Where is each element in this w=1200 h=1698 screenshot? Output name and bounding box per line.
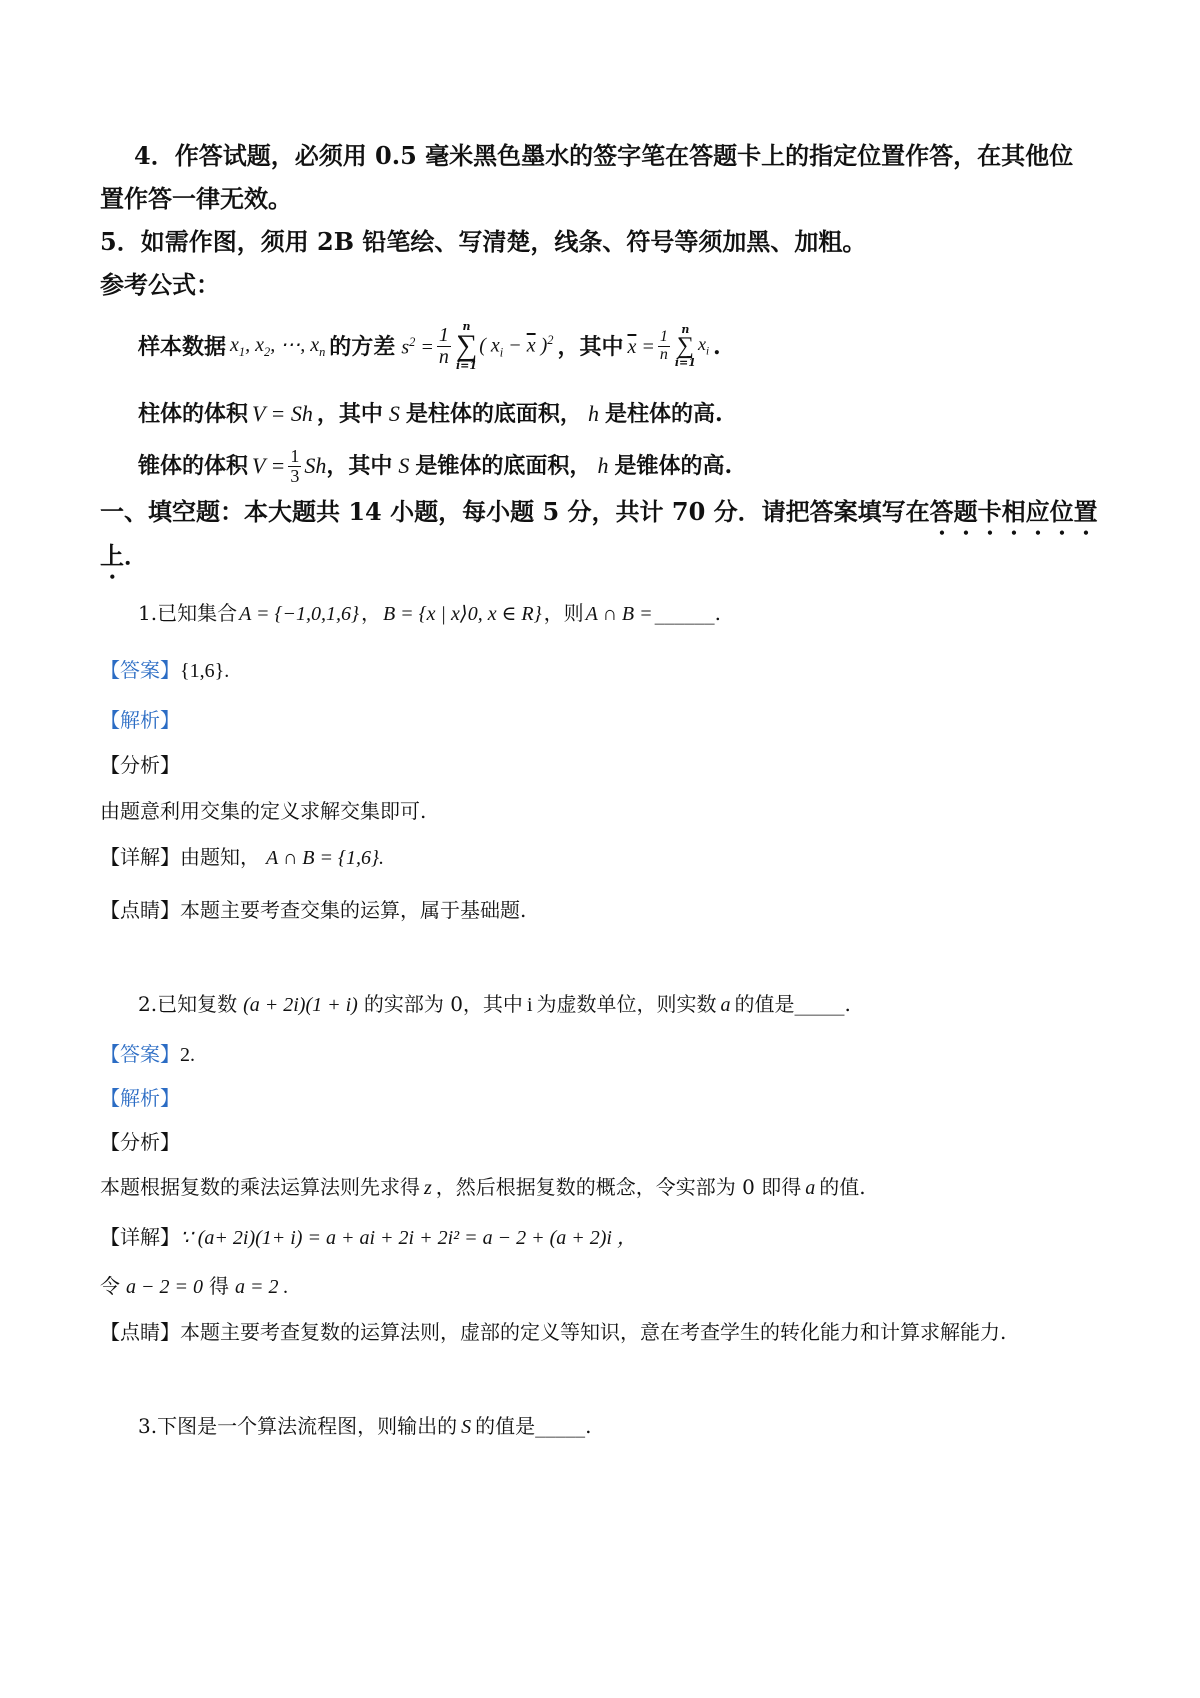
section-heading-line-1: [100, 497, 1098, 540]
cylinder-text3: 是柱体的高.: [604, 401, 723, 427]
section-heading-emphasis-2: 上: [100, 541, 124, 570]
variance-formula: [138, 322, 721, 371]
mean-sum-icon: n ∑ i=1: [674, 322, 696, 370]
section-heading-text: 一、填空题：本大题共 14 小题，每小题 5 分，共计 70 分．请把答案填写在: [100, 497, 930, 526]
cylinder-s-sym: S: [388, 401, 400, 426]
mean-body: $x_i$: [697, 334, 710, 358]
cylinder-text2: 是柱体的底面积，: [405, 401, 582, 427]
q2-detail-label: 【详解】: [100, 1225, 180, 1249]
q1-set-a: A = {−1,0,1,6}: [239, 603, 359, 625]
q2-analysis-label: 【解析】: [100, 1086, 180, 1110]
q2-fenxi: [100, 1177, 866, 1198]
variance-prefix: 样本数据: [138, 333, 227, 360]
q1-fenxi-text: 由题意利用交集的定义求解交集即可.: [100, 799, 427, 823]
q1-answer: [100, 660, 229, 681]
notice-item-4-line-2: 置作答一律无效。: [100, 184, 292, 213]
cone-frac: $\frac{1}{3}$: [290, 446, 300, 486]
q1-fenxi-label: 【分析】: [100, 753, 180, 777]
cylinder-formula: [138, 403, 723, 425]
q2-ling-prefix: 令: [100, 1274, 120, 1298]
variance-frac: $\frac{1}{n}$: [438, 324, 449, 369]
mean-frac: $\frac{1}{n}$: [659, 328, 668, 364]
q2-detail-expr: ∵ (a+ 2i)(1+ i) = a + ai + 2i + 2i² = a − 2 + (a + 2)i ，: [180, 1227, 637, 1249]
q1-dianjing-label: 【点睛】: [100, 898, 180, 922]
q2-z-sym: z: [424, 1177, 432, 1199]
q2-answer-label: 【答案】: [100, 1042, 180, 1066]
q3-stem-prefix: 3.下图是一个算法流程图，则输出的: [138, 1414, 458, 1438]
q3-stem-end: 的值是: [475, 1414, 536, 1438]
q2-stem-mid2: 为虚数单位，则实数: [536, 992, 717, 1016]
q1-detail: [100, 847, 384, 868]
q2-stem-prefix: 2.已知复数: [138, 992, 238, 1016]
q2-i-sym: i: [526, 994, 533, 1016]
cylinder-expr: V = Sh: [252, 401, 313, 426]
q1-stem-prefix: 1.已知集合: [138, 601, 238, 625]
q2-fenxi-a-sym: a: [805, 1177, 816, 1199]
cone-text1: ，其中: [326, 453, 393, 480]
q3-s-sym: S: [461, 1416, 472, 1438]
q2-dianjing-label: 【点睛】: [100, 1320, 180, 1344]
q2-stem-mid: 的实部为 0，其中: [363, 992, 523, 1016]
notice-item-4-line-1: 4．作答试题，必须用 0.5 毫米黑色墨水的签字笔在答题卡上的指定位置作答，在其他位: [134, 141, 1074, 170]
q1-detail-expr: A ∩ B = {1,6}.: [266, 847, 385, 869]
variance-body: ( $x_i - \overline{x}$ )$^2$: [479, 333, 554, 360]
cylinder-prefix: 柱体的体积: [138, 401, 249, 427]
section-heading-end: ．: [124, 541, 148, 570]
variance-samples-expr: $x_1$, $x_2$, ⋯, $x_n$: [230, 333, 326, 359]
q2-fenxi-text2: ，然后根据复数的概念，令实部为 0 即得: [435, 1175, 802, 1199]
q1-detail-label: 【详解】: [100, 845, 180, 869]
q1-dianjing: [100, 900, 526, 920]
q2-blank: _____.: [794, 992, 851, 1016]
q1-answer-label: 【答案】: [100, 658, 180, 682]
mean-lhs: $\overline{x}$ =: [627, 335, 655, 358]
q2-answer-value: 2.: [180, 1044, 195, 1066]
q1-stem: [138, 603, 721, 624]
cone-text2: 是锥体的底面积，: [415, 453, 592, 480]
q2-answer: [100, 1044, 195, 1065]
q2-ling-expr1: a − 2 = 0: [126, 1276, 203, 1298]
variance-s2: $s^2$ =: [401, 334, 434, 359]
q2-ling-mid: 得: [209, 1274, 229, 1298]
q3-blank: _____.: [535, 1414, 592, 1438]
cone-prefix: 锥体的体积: [138, 453, 249, 480]
q1-answer-value: {1,6}.: [180, 660, 230, 682]
cone-formula: [138, 447, 732, 486]
q2-ling: [100, 1276, 295, 1297]
notice-item-5: 5．如需作图，须用 2B 铅笔绘、写清楚，线条、符号等须加黑、加粗。: [100, 227, 867, 256]
q1-then: ，则: [543, 601, 584, 625]
variance-mid: 的方差: [329, 333, 396, 360]
q2-a-sym: a: [720, 994, 731, 1016]
cylinder-h-sym: h: [587, 401, 599, 426]
q2-ling-expr2: a = 2 .: [235, 1276, 289, 1298]
q1-analysis-label: 【解析】: [100, 708, 180, 732]
variance-sum-icon: n ∑ i=1: [455, 320, 478, 372]
variance-end: .: [713, 333, 721, 360]
q1-comma: ，: [360, 601, 381, 625]
q2-dianjing: [100, 1322, 1006, 1342]
q2-stem: [138, 994, 851, 1015]
variance-where: ，其中: [557, 333, 624, 360]
cone-sh: Sh: [304, 453, 327, 479]
cone-h-sym: h: [597, 453, 609, 479]
section-heading-emphasis: 答题卡相应位置: [929, 497, 1098, 526]
q1-set-b: B = {x | x⟩0, x ∈ R}: [382, 603, 542, 625]
q3-stem: [138, 1416, 591, 1437]
cone-s-sym: S: [398, 453, 410, 479]
cone-v-eq: V =: [252, 453, 286, 479]
q2-detail: [100, 1227, 637, 1248]
q2-fenxi-label: 【分析】: [100, 1130, 180, 1154]
cylinder-text1: ，其中: [316, 401, 383, 427]
q1-detail-text: 由题知，: [180, 845, 260, 869]
q2-dianjing-text: 本题主要考查复数的运算法则，虚部的定义等知识，意在考查学生的转化能力和计算求解能力.: [180, 1320, 1007, 1344]
q1-expr: A ∩ B =: [585, 603, 653, 625]
cone-text3: 是锥体的高.: [614, 453, 733, 480]
q2-stem-end: 的值是: [734, 992, 795, 1016]
q2-fenxi-text3: 的值.: [819, 1175, 866, 1199]
q1-blank: ______.: [654, 601, 721, 625]
q2-fenxi-text1: 本题根据复数的乘法运算法则先求得: [100, 1175, 420, 1199]
q2-expr: (a + 2i)(1 + i): [243, 994, 358, 1016]
q1-dianjing-text: 本题主要考查交集的运算，属于基础题.: [180, 898, 527, 922]
formulas-heading: 参考公式：: [100, 270, 220, 299]
section-heading-line-2: [100, 541, 148, 584]
